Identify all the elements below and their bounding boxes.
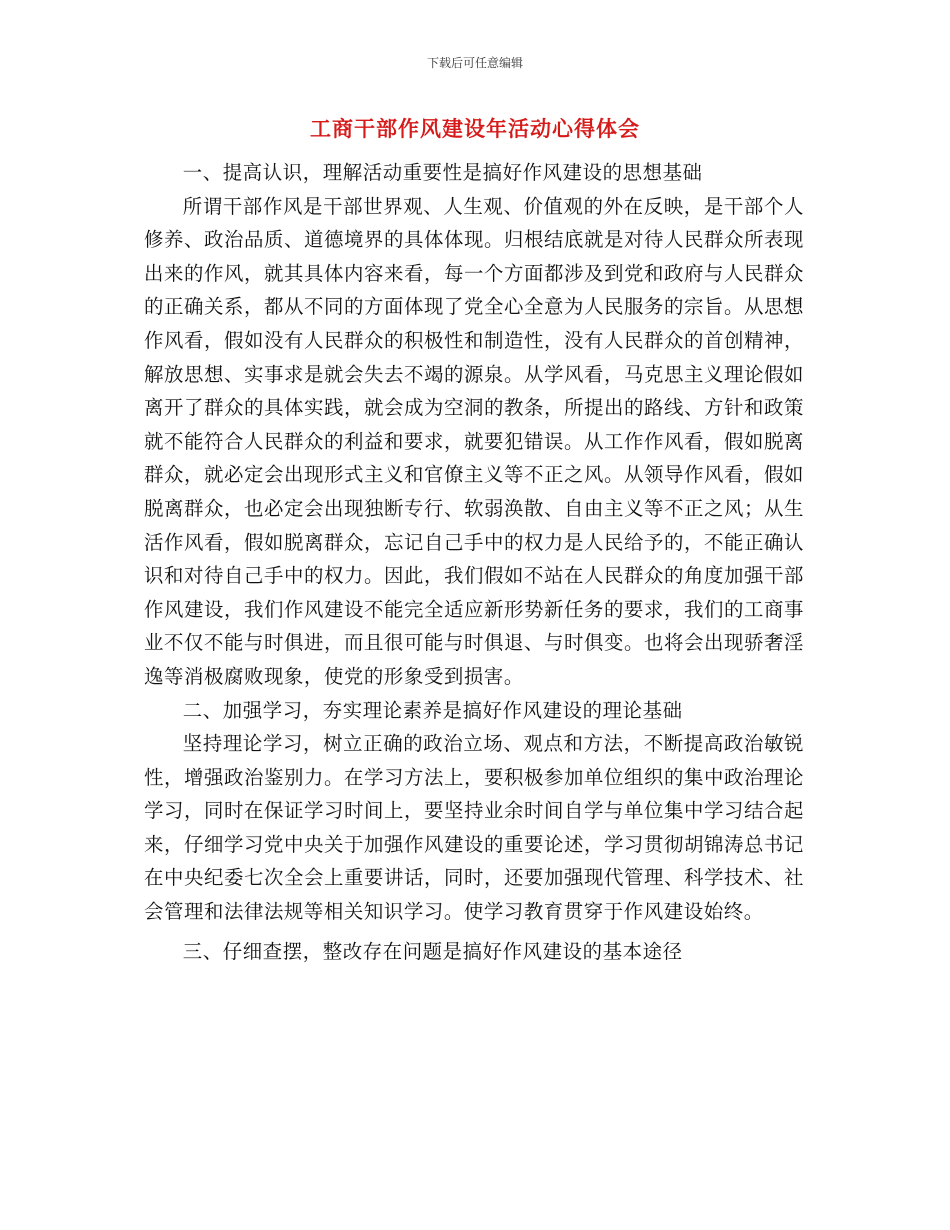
header-note: 下载后可任意编辑 <box>426 56 523 70</box>
document-body <box>144 156 804 968</box>
document-title: 工商干部作风建设年活动心得体会 <box>310 117 640 141</box>
section-1-paragraph: 所谓干部作风是干部世界观、人生观、价值观的外在反映，是干部个人修养、政治品质、道德境界的具体体现。归根结底就是对待人民群众所表现出来的作风，就其具体内容来看，每一个方面都涉及到党和政府与人民群众的正确关系，都从不同的方面体现了党全心全意为人民服务的宗旨。从思想作风看，假如没有人民群众的积极性和制造性，没有人民群众的首创精神，解放思想、实事求是就会失去不竭的源泉。从学风看，马克思主义理论假如离开了群众的具体实践，就会成为空洞的教条，所提出的路线、方针和政策就不能符合人民群众的利益和要求，就要犯错误。从工作作风看，假如脱离群众，就必定会出现形式主义和官僚主义等不正之风。从领导作风看，假如脱离群众，也必定会出现独断专行、软弱涣散、自由主义等不正之风；从生活作风看，假如脱离群众，忘记自己手中的权力是人民给予的，不能正确认识和对待自己手中的权力。因此，我们假如不站在人民群众的角度加强干部作风建设，我们作风建设不能完全适应新形势新任务的要求，我们的工商事业不仅不能与时俱进，而且很可能与时俱退、与时俱变。也将会出现骄奢淫逸等消极腐败现象，使党的形象受到损害。 <box>144 194 804 688</box>
section-2-paragraph: 坚持理论学习，树立正确的政治立场、观点和方法，不断提高政治敏锐性，增强政治鉴别力。在学习方法上，要积极参加单位组织的集中政治理论学习，同时在保证学习时间上，要坚持业余时间自学与单位集中学习结合起来，仔细学习党中央关于加强作风建设的重要论述，学习贯彻胡锦涛总书记在中央纪委七次全会上重要讲话，同时，还要加强现代管理、科学技术、社会管理和法律法规等相关知识学习。使学习教育贯穿于作风建设始终。 <box>144 732 804 924</box>
section-2-heading: 二、加强学习，夯实理论素养是搞好作风建设的理论基础 <box>182 698 683 722</box>
section-3-heading: 三、仔细查摆，整改存在问题是搞好作风建设的基本途径 <box>182 939 683 963</box>
section-1-heading: 一、提高认识，理解活动重要性是搞好作风建设的思想基础 <box>182 161 703 184</box>
